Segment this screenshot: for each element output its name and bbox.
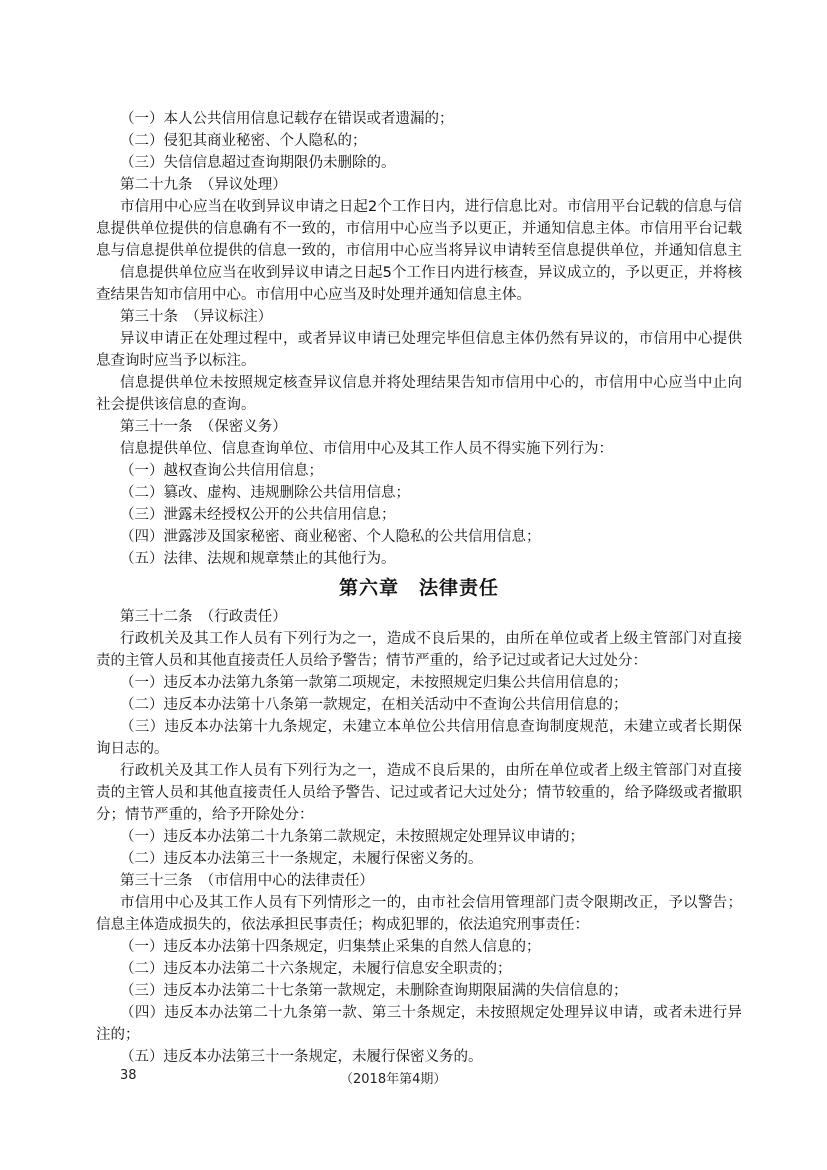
text-line: 行政机关及其工作人员有下列行为之一，造成不良后果的，由所在单位或者上级主管部门对直接	[120, 631, 742, 647]
page-footer	[96, 1068, 742, 1088]
text-line: （二）违反本办法第三十一条规定，未履行保密义务的。	[120, 851, 483, 867]
text-line: 息查询时应当予以标注。	[96, 353, 256, 369]
text-line: （一）违反本办法第二十九条第二款规定，未按照规定处理异议申请的；	[120, 829, 584, 845]
text-line: （一）越权查询公共信用信息；	[120, 463, 323, 479]
text-line: 第三十三条 （市信用中心的法律责任）	[120, 873, 374, 889]
text-line: （二）侵犯其商业秘密、个人隐私的；	[120, 133, 367, 149]
text-block-articles-32-33	[96, 606, 742, 1068]
chapter-heading: 第六章 法律责任	[338, 577, 499, 599]
text-line: （三）泄露未经授权公开的公共信用信息；	[120, 507, 396, 523]
text-line: 责的主管人员和其他直接责任人员给予警告；情节严重的，给予记过或者记大过处分：	[96, 653, 647, 669]
text-line: 信息主体造成损失的，依法承担民事责任；构成犯罪的，依法追究刑事责任：	[96, 917, 589, 933]
text-line: （五）法律、法规和规章禁止的其他行为。	[120, 551, 396, 567]
text-line: （三）失信信息超过查询期限仍未删除的。	[120, 155, 396, 171]
text-line: 注的；	[96, 1027, 140, 1043]
text-line: （四）泄露涉及国家秘密、商业秘密、个人隐私的公共信用信息；	[120, 529, 541, 545]
text-line: 市信用中心及其工作人员有下列情形之一的，由市社会信用管理部门责令限期改正，予以警告；	[120, 895, 742, 911]
text-line: 第三十二条 （行政责任）	[120, 609, 287, 625]
text-line: 行政机关及其工作人员有下列行为之一，造成不良后果的，由所在单位或者上级主管部门对直接	[120, 763, 742, 779]
text-line: 信息提供单位应当在收到异议申请之日起5个工作日内进行核查，异议成立的，予以更正，并将核	[120, 265, 742, 281]
text-line: （二）篡改、虚构、违规删除公共信用信息；	[120, 485, 410, 501]
text-line: 社会提供该信息的查询。	[96, 397, 256, 413]
text-line: 异议申请正在处理过程中，或者异议申请已处理完毕但信息主体仍然有异议的，市信用中心提供	[120, 331, 742, 347]
text-block-articles-28-31	[96, 108, 742, 570]
text-line: 询日志的。	[96, 741, 169, 757]
text-line: 第三十条 （异议标注）	[120, 309, 273, 325]
text-line: （一）违反本办法第九条第一款第二项规定，未按照规定归集公共信用信息的；	[120, 675, 628, 691]
text-line: 市信用中心应当在收到异议申请之日起2个工作日内，进行信息比对。市信用平台记载的信息与信	[120, 199, 742, 215]
page-number: 38	[120, 1068, 137, 1083]
text-line: 第三十一条 （保密义务）	[120, 419, 287, 435]
text-line: （二）违反本办法第二十六条规定，未履行信息安全职责的；	[120, 961, 512, 977]
text-line: （三）违反本办法第二十七条第一款规定，未删除查询期限届满的失信信息的；	[120, 983, 628, 999]
text-line: 第二十九条 （异议处理）	[120, 177, 287, 193]
text-line: （二）违反本办法第十八条第一款规定，在相关活动中不查询公共信用信息的；	[120, 697, 628, 713]
text-line: 查结果告知市信用中心。市信用中心应当及时处理并通知信息主体。	[96, 287, 531, 303]
text-line: 信息提供单位、信息查询单位、市信用中心及其工作人员不得实施下列行为：	[120, 441, 613, 457]
text-line: （四）违反本办法第二十九条第一款、第三十条规定，未按照规定处理异议申请，或者未进行异	[120, 1005, 742, 1021]
text-line: 信息提供单位未按照规定核查异议信息并将处理结果告知市信用中心的，市信用中心应当中止向	[120, 375, 742, 391]
text-line: 责的主管人员和其他直接责任人员给予警告、记过或者记大过处分；情节较重的，给予降级或者撤职	[96, 785, 742, 801]
document-page	[96, 108, 742, 1068]
text-line: （一）本人公共信用信息记载存在错误或者遗漏的；	[120, 111, 454, 127]
text-line: 分；情节严重的，给予开除处分：	[96, 807, 314, 823]
text-line: （一）违反本办法第十四条规定，归集禁止采集的自然人信息的；	[120, 939, 541, 955]
text-line: 息提供单位提供的信息确有不一致的，市信用中心应当予以更正，并通知信息主体。市信用平台记载	[96, 221, 742, 237]
text-line: （五）违反本办法第三十一条规定，未履行保密义务的。	[120, 1049, 483, 1065]
issue-label: （2018年第4期）	[340, 1072, 447, 1087]
text-line: （三）违反本办法第十九条规定，未建立本单位公共信用信息查询制度规范，未建立或者长期保	[120, 719, 742, 735]
text-line: 息与信息提供单位提供的信息一致的，市信用中心应当将异议申请转至信息提供单位，并通知信息主	[96, 243, 742, 259]
